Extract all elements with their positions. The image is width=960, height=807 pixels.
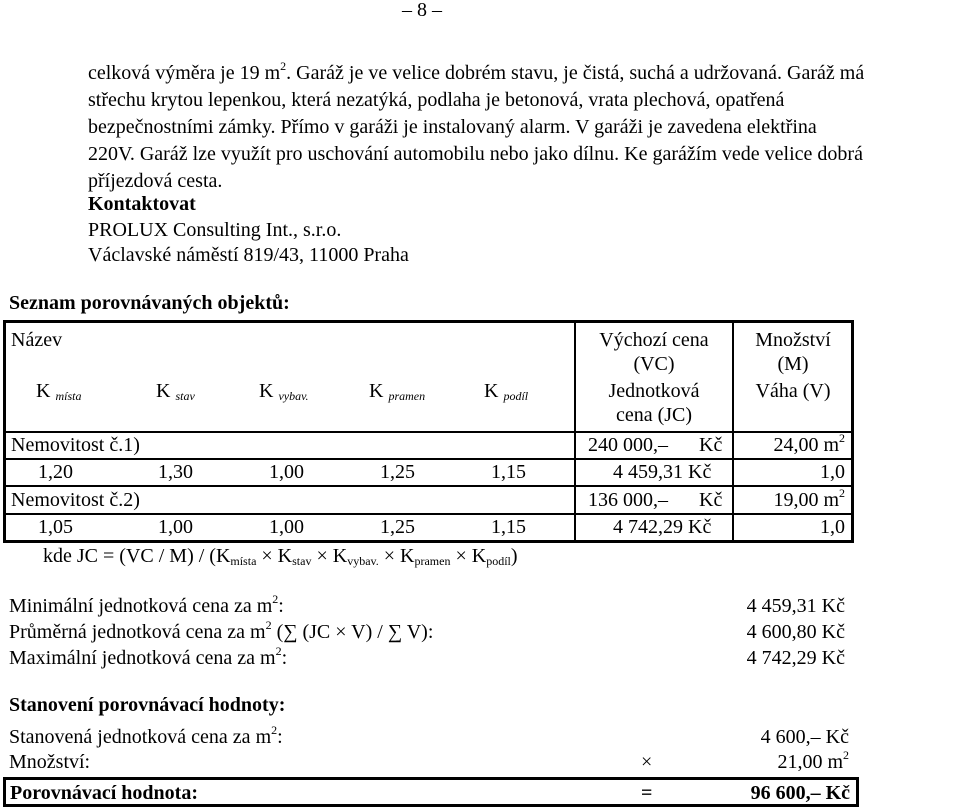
object-k-pramen: 1,25 — [380, 461, 415, 483]
avg-price-row — [9, 620, 845, 646]
description-text: 220V. Garáž lze využít pro uschování automobilu nebo jako dílnu. Ke garážím vede velice dobrá — [88, 143, 863, 165]
object-vc-unit: Kč — [699, 434, 723, 456]
max-price-row — [9, 646, 845, 672]
min-price-value: 4 459,31 Kč — [746, 595, 845, 617]
objects-section-title: Seznam porovnávaných objektů: — [9, 292, 290, 314]
header-k-mista: K $_{místa}$ — [36, 380, 82, 403]
description-text: příjezdová cesta. — [88, 170, 223, 192]
description-paragraph — [88, 60, 956, 195]
max-price-label: Maximální jednotková cena za $m^2$: — [9, 644, 288, 669]
object-k-vybav: 1,00 — [269, 461, 304, 483]
table-divider — [6, 485, 851, 487]
contact-company: PROLUX Consulting Int., s.r.o. — [88, 219, 342, 241]
table-divider — [6, 513, 851, 515]
object-name: Nemovitost č.2) — [11, 489, 140, 511]
header-k-podil: K $_{podíl}$ — [484, 380, 529, 403]
header-jc: Jednotková cena (JC) — [608, 380, 700, 426]
avg-price-label: Průměrná jednotková cena za $m^2$ (∑ (JC × V) / ∑ V): — [9, 618, 434, 643]
contact-address: Václavské náměstí 819/43, 11000 Praha — [88, 244, 409, 266]
object-area: 24,00 $m^2$ — [773, 431, 845, 456]
description-line — [88, 114, 956, 141]
contact-heading: Kontaktovat — [88, 193, 196, 215]
object-k-mista: 1,05 — [38, 516, 73, 538]
min-price-row — [9, 594, 845, 620]
object-k-podil: 1,15 — [491, 461, 526, 483]
description-line — [88, 141, 956, 168]
object-vc-unit: Kč — [699, 489, 723, 511]
min-price-label: Minimální jednotková cena za $m^2$: — [9, 592, 284, 617]
result-value: 96 600,– Kč — [750, 782, 850, 804]
table-divider — [6, 458, 851, 460]
comparison-table — [3, 320, 854, 543]
object-vc: 136 000,– — [588, 489, 668, 511]
object-jc: 4 459,31 Kč — [613, 461, 712, 483]
quantity-value: 21,00 $m^2$ — [777, 748, 849, 773]
equals-sign: = — [641, 782, 653, 804]
unit-price-row — [9, 725, 849, 751]
object-name: Nemovitost č.1) — [11, 434, 140, 456]
header-vc: Výchozí cena (VC) — [599, 329, 709, 375]
object-vc: 240 000,– — [588, 434, 668, 456]
unit-price-label: Stanovená jednotková cena za $m^2$: — [9, 723, 283, 748]
quantity-label: Množství: — [9, 751, 91, 773]
header-k-pramen: K $_{pramen}$ — [369, 380, 426, 403]
object-k-stav: 1,00 — [158, 516, 193, 538]
object-jc: 4 742,29 Kč — [613, 516, 712, 538]
result-label: Porovnávací hodnota: — [10, 782, 198, 804]
object-k-podil: 1,15 — [491, 516, 526, 538]
result-box — [3, 777, 859, 807]
multiply-sign: × — [641, 751, 653, 773]
description-text: střechu krytou lepenkou, která nezatýká, podlaha je betonová, vrata plechová, opatřená — [88, 89, 785, 111]
header-k-vybav: K $_{vybav.}$ — [259, 380, 309, 403]
unit-price-value: 4 600,– Kč — [760, 726, 849, 748]
object-k-stav: 1,30 — [158, 461, 193, 483]
header-k-stav: K $_{stav}$ — [156, 380, 195, 403]
object-weight: 1,0 — [820, 461, 845, 483]
header-name: Název — [11, 329, 63, 351]
avg-price-value: 4 600,80 Kč — [746, 621, 845, 643]
description-line — [88, 87, 956, 114]
page-number: – 8 – — [402, 0, 442, 21]
quantity-row — [9, 750, 849, 776]
description-text: celková výměra je 19 $m^2$. Garáž je ve velice dobrém stavu, je čistá, suchá a udržovaná. Garáž má — [88, 59, 865, 84]
object-weight: 1,0 — [820, 516, 845, 538]
max-price-value: 4 742,29 Kč — [746, 647, 845, 669]
header-m: Množství (M) — [755, 329, 831, 375]
header-weight: Váha (V) — [755, 380, 831, 402]
object-k-vybav: 1,00 — [269, 516, 304, 538]
description-line — [88, 60, 956, 87]
object-area: 19,00 $m^2$ — [773, 486, 845, 511]
description-line — [88, 168, 956, 195]
jc-formula: kde JC = (VC / M) / (Kmísta × Kstav × Kvybav. × Kpramen × Kpodíl) — [43, 545, 518, 568]
object-k-pramen: 1,25 — [380, 516, 415, 538]
valuation-title: Stanovení porovnávací hodnoty: — [9, 694, 286, 716]
description-text: bezpečnostními zámky. Přímo v garáži je instalovaný alarm. V garáži je zavedena elektřina — [88, 116, 817, 138]
object-k-mista: 1,20 — [38, 461, 73, 483]
